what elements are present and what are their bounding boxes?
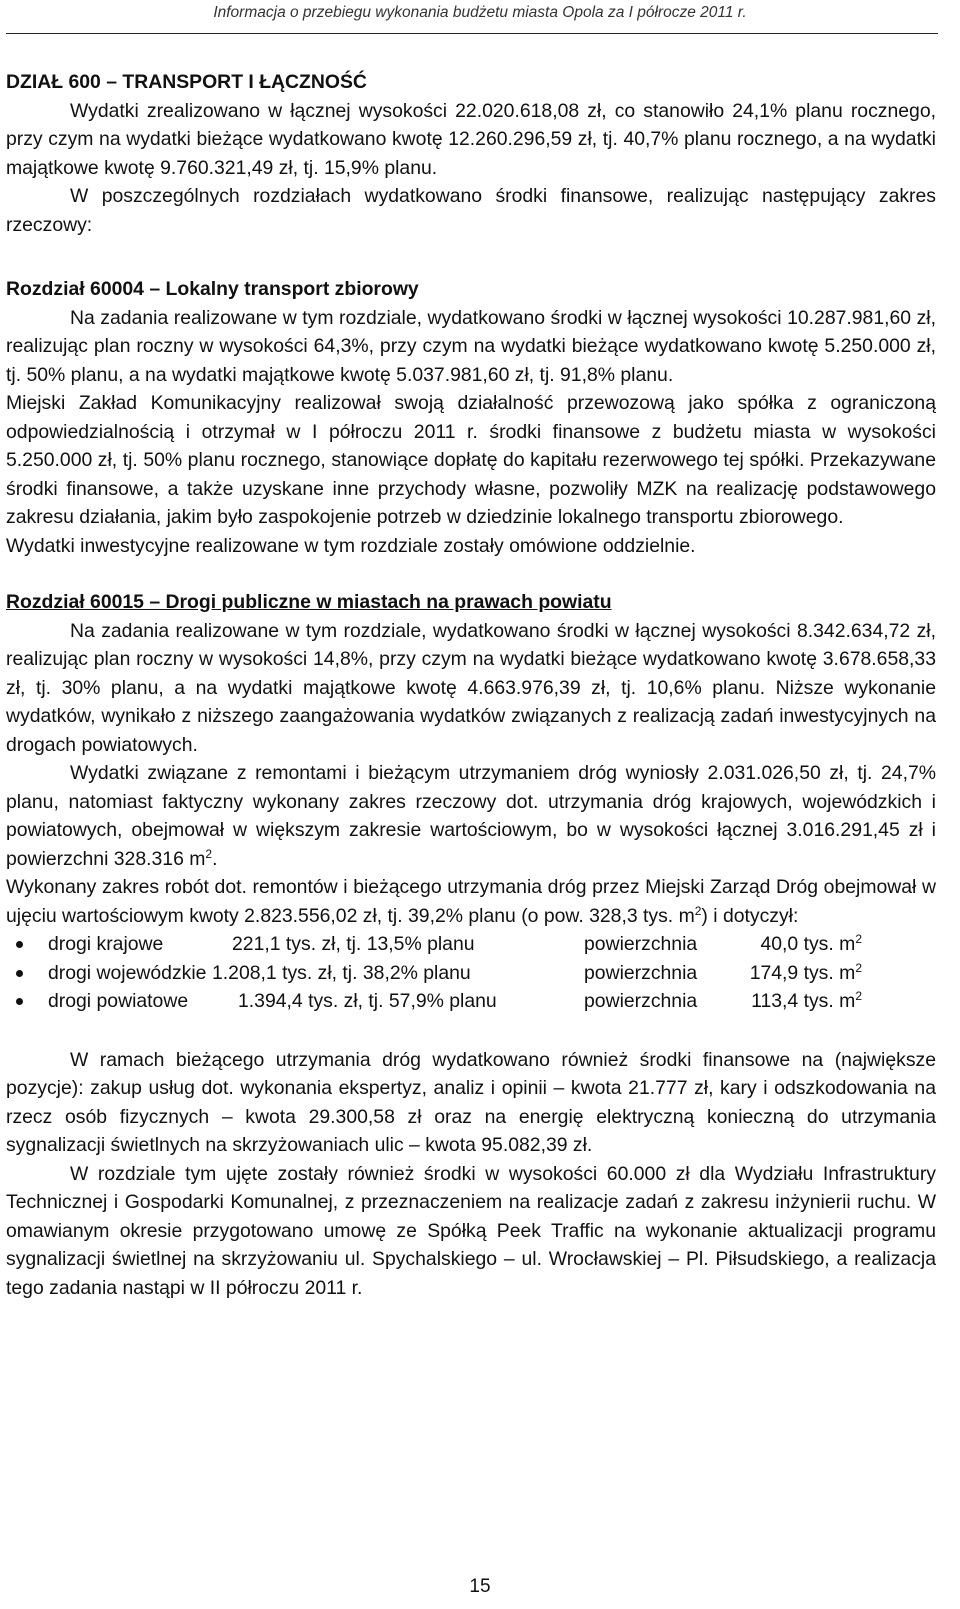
road-area: 113,4 tys. $m^2$ (751, 989, 862, 1012)
road-cost: 1.394,4 tys. zł, tj. 57,9% planu (238, 990, 497, 1012)
road-type: drogi wojewódzkie (48, 961, 207, 984)
list-item-county-roads (6, 987, 936, 1016)
header-rule (6, 33, 938, 34)
road-type: drogi krajowe (48, 933, 164, 955)
road-area-label: powierzchnia (584, 933, 698, 955)
chapter-60004-paragraph-3: Wydatki inwestycyjne realizowane w tym rozdziale zostały omówione oddzielnie. (6, 534, 696, 557)
bullet-icon (16, 998, 23, 1005)
running-header: Informacja o przebiegu wykonania budżetu miasta Opola za I półrocze 2011 r. (213, 4, 747, 21)
list-item-national-roads (6, 930, 936, 959)
bullet-icon (16, 970, 23, 977)
chapter-60015-paragraph-4: W ramach bieżącego utrzymania dróg wydatkowano również środki finansowe na (największe pozycje): zakup usług dot. wykonania ekspertyz, analiz i opinii – kwota 21.777 zł, kary i odszkodowania na rzecz osób fizycznych – kwota 29.300,58 zł oraz na energię elektryczną konieczną do utrzymania sygnalizacji świetlnych na skrzyżowaniach ulic – kwota 95.082,39 zł. (6, 1048, 936, 1156)
list-item-voivodeship-roads (6, 959, 936, 988)
chapter-60004-paragraph-2: Miejski Zakład Komunikacyjny realizował swoją działalność przewozową jako spółka z ograniczoną odpowiedzialnością i otrzymał w I półroczu 2011 r. środki finansowe z budżetu miasta w wysokości 5.250.000 zł, tj. 50% planu rocznego, stanowiące dopłatę do kapitału rezerwowego tej spółki. Przekazywane środki finansowe, a także uzyskane inne przychody własne, pozwoliły MZK na realizację podstawowego zakresu działania, jakim było zaspokojenie potrzeb w dziedzinie lokalnego transportu zbiorowego. (6, 392, 936, 528)
chapter-60015-paragraph-5: W rozdziale tym ujęte zostały również środki w wysokości 60.000 zł dla Wydziału Infrastruktury Technicznej i Gospodarki Komunalnej, z przeznaczeniem na realizacje zadań z zakresu inżynierii ruchu. W omawianym okresie przygotowano umowę ze Spółką Peek Traffic na wykonanie aktualizacji programu sygnalizacji świetlnej na skrzyżowaniu ul. Spychalskiego – ul. Wrocławskiej – Pl. Piłsudskiego, a realizacja tego zadania nastąpi w II półroczu 2011 r. (6, 1162, 936, 1299)
chapter-60015-title: Rozdział 60015 – Drogi publiczne w miastach na prawach powiatu (6, 591, 612, 613)
road-cost: 221,1 tys. zł, tj. 13,5% planu (232, 933, 475, 955)
document-body (6, 68, 936, 1302)
road-area-label: powierzchnia (584, 961, 698, 984)
chapter-60004-title: Rozdział 60004 – Lokalny transport zbiorowy (6, 278, 419, 300)
bullet-icon (16, 941, 23, 948)
page-number: 15 (469, 1576, 491, 1597)
road-cost: 1.208,1 tys. zł, tj. 38,2% planu (212, 961, 471, 984)
chapter-60004-paragraph-1: Na zadania realizowane w tym rozdziale, wydatkowano środki w łącznej wysokości 10.287.981,60 zł, realizując plan roczny w wysokości 64,3%, przy czym na wydatki bieżące wydatkowano kwotę 5.250.000 zł, tj. 50% planu, a na wydatki majątkowe kwotę 5.037.981,60 zł, tj. 91,8% planu. (6, 306, 936, 386)
road-type: drogi powiatowe (48, 990, 189, 1012)
section-title: DZIAŁ 600 – TRANSPORT I ŁĄCZNOŚĆ (6, 71, 367, 93)
chapter-60015-paragraph-3: Wykonany zakres robót dot. remontów i bieżącego utrzymania dróg przez Miejski Zarząd Dróg obejmował w ujęciu wartościowym kwoty 2.823.556,02 zł, tj. 39,2% planu (o pow. 328,3 tys. $m^2$) i dotyczył: (6, 876, 936, 927)
section-paragraph-intro: W poszczególnych rozdziałach wydatkowano środki finansowe, realizując następujący zakres rzeczowy: (6, 185, 936, 236)
section-paragraph-summary: Wydatki zrealizowano w łącznej wysokości 22.020.618,08 zł, co stanowiło 24,1% planu rocznego, przy czym na wydatki bieżące wydatkowano kwotę 12.260.296,59 zł, tj. 40,7% planu rocznego, a na wydatki majątkowe kwotę 9.760.321,49 zł, tj. 15,9% planu. (6, 99, 936, 179)
chapter-60015-paragraph-2: Wydatki związane z remontami i bieżącym utrzymaniem dróg wyniosły 2.031.026,50 zł, tj. 24,7% planu, natomiast faktyczny wykonany zakres rzeczowy dot. utrzymania dróg krajowych, wojewódzkich i powiatowych, obejmował w większym zakresie wartościowym, bo w wysokości łącznej 3.016.291,45 zł i powierzchni 328.316 $m^2$. (6, 762, 936, 870)
roads-list (6, 930, 936, 1016)
chapter-60015-paragraph-1: Na zadania realizowane w tym rozdziale, wydatkowano środki w łącznej wysokości 8.342.634,72 zł, realizując plan roczny w wysokości 14,8%, przy czym na wydatki bieżące wydatkowano kwotę 3.678.658,33 zł, tj. 30% planu, a na wydatki majątkowe kwotę 4.663.976,39 zł, tj. 10,6% planu. Niższe wykonanie wydatków, wynikało z niższego zaangażowania wydatków związanych z realizacją zadań inwestycyjnych na drogach powiatowych. (6, 619, 936, 756)
road-area: 174,9 tys. $m^2$ (749, 960, 862, 984)
road-area-label: powierzchnia (584, 990, 698, 1012)
road-area: 40,0 tys. $m^2$ (760, 932, 862, 955)
